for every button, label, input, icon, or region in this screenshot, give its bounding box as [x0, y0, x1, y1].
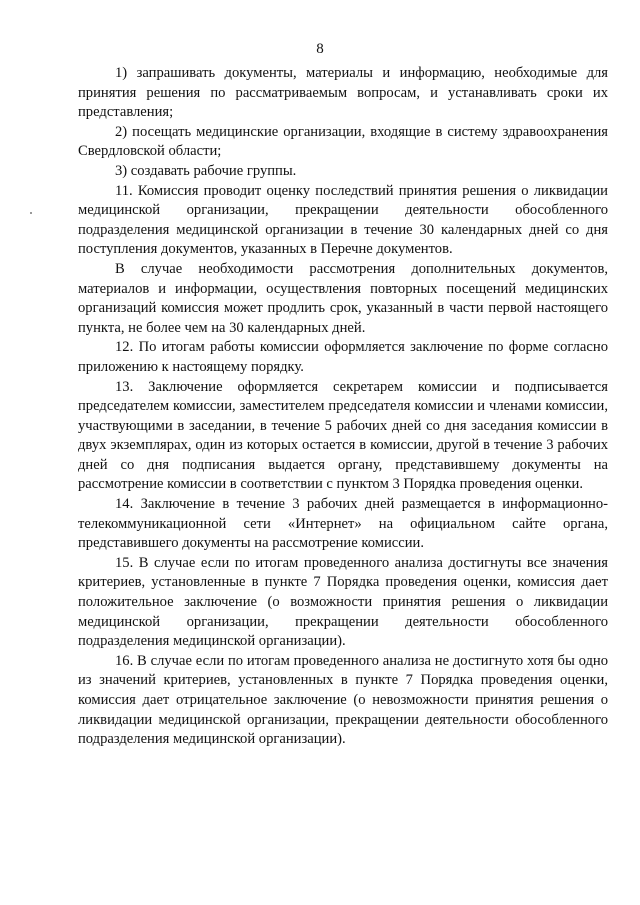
scan-mark	[30, 212, 32, 214]
paragraph-11: 11. Комиссия проводит оценку последствий принятия решения о ликвидации медицинской организации, прекращении деятельности обособленного подразделения медицинской организации в течение 30 календарных дней со дня поступления документов, указанных в Перечне документов.	[78, 182, 608, 258]
paragraph-16: 16. В случае если по итогам проведенного анализа не достигнуто хотя бы одно из значений критериев, установленных в пункте 7 Порядка проведения оценки, комиссия дает отрицательное заключение (о невозможности принятия решения о ликвидации медицинской организации, прекращении деятельности обособленного подразделения медицинской организации).	[78, 652, 608, 748]
paragraph-13: 13. Заключение оформляется секретарем комиссии и подписывается председателем комиссии, заместителем председателя комиссии и членами комиссии, участвующими в заседании, в течение 5 рабочих дней со дня заседания комиссии в двух экземплярах, один из которых остается в комиссии, другой в течение 3 рабочих дней со дня подписания выдается органу, представившему документы на рассмотрение комиссии в соответствии с пунктом 3 Порядка проведения оценки.	[78, 378, 608, 493]
paragraph-extension: В случае необходимости рассмотрения дополнительных документов, материалов и информации, осуществления повторных посещений медицинских организаций комиссия может продлить срок, указанный в части первой настоящего пункта, не более чем на 30 календарных дней.	[78, 260, 608, 336]
paragraph-12: 12. По итогам работы комиссии оформляется заключение по форме согласно приложению к настоящему порядку.	[78, 339, 608, 375]
paragraph-request-documents: 1) запрашивать документы, материалы и информацию, необходимые для принятия решения по рассматриваемым вопросам, и устанавливать сроки их представления;	[78, 65, 608, 121]
paragraph-14: 14. Заключение в течение 3 рабочих дней размещается в информационно-телекоммуникационной сети «Интернет» на официальном сайте органа, представившего документы на рассмотрение комиссии.	[78, 496, 608, 552]
page-number: 8	[316, 41, 324, 57]
paragraph-visit-organizations: 2) посещать медицинские организации, входящие в систему здравоохранения Свердловской области;	[78, 123, 608, 160]
paragraph-working-groups: 3) создавать рабочие группы.	[115, 162, 297, 179]
document-body	[78, 64, 608, 750]
paragraph-15: 15. В случае если по итогам проведенного анализа достигнуты все значения критериев, установленные в пункте 7 Порядка проведения оценки, комиссия дает положительное заключение (о возможности принятия решения о ликвидации медицинской организации, прекращении деятельности обособленного подразделения медицинской организации).	[78, 554, 608, 650]
